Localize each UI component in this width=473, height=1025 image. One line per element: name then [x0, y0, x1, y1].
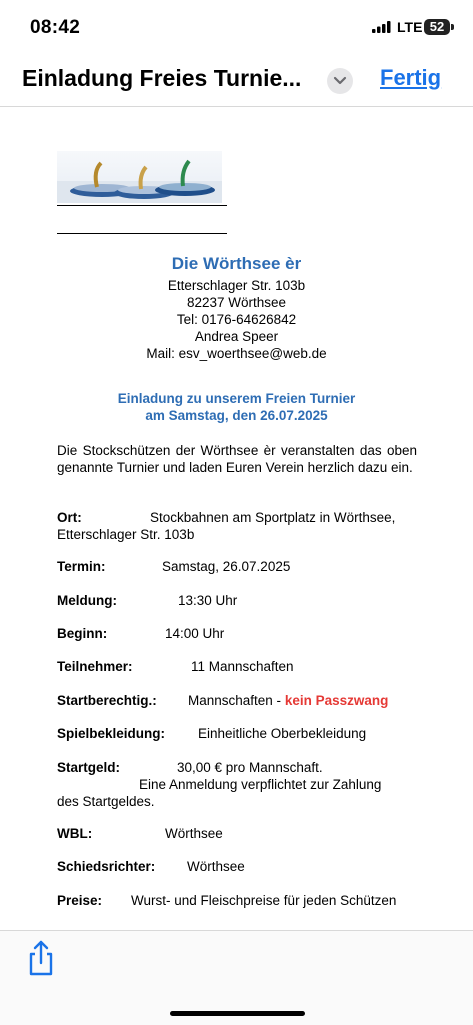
- done-button[interactable]: Fertig: [380, 65, 442, 90]
- club-name: Die Wörthsee èr: [171, 254, 302, 273]
- bottom-toolbar: [0, 930, 473, 1025]
- document-view[interactable]: [0, 107, 473, 930]
- home-indicator[interactable]: [170, 1011, 305, 1016]
- field-value-ort: Stockbahnen am Sportplatz in Wörthsee,: [150, 510, 396, 525]
- email-line: Mail: esv_woerthsee@web.de: [146, 346, 327, 361]
- invitation-date: am Samstag, den 26.07.2025: [145, 408, 328, 423]
- status-time: 08:42: [30, 17, 81, 38]
- field-value-beginn: 14:00 Uhr: [165, 626, 225, 641]
- field-label-preise: Preise:: [57, 893, 103, 908]
- no-passport-note: kein Passzwang: [284, 693, 389, 708]
- field-label-beginn: Beginn:: [57, 626, 108, 641]
- start-value-text: Mannschaften -: [188, 693, 282, 708]
- field-value-startgeld-2: Eine Anmeldung verpflichtet zur Zahlung: [139, 777, 382, 792]
- curling-stones-image: [57, 151, 222, 203]
- field-label-meldung: Meldung:: [57, 593, 117, 608]
- divider-line: [57, 205, 227, 206]
- contact-name: Andrea Speer: [194, 329, 279, 344]
- divider-line: [57, 233, 227, 234]
- document-title: Einladung Freies Turnie...: [22, 65, 302, 91]
- battery-tip: [451, 24, 454, 30]
- field-value-wbl: Wörthsee: [165, 826, 223, 841]
- field-label-startberechtigung: Startberechtig.:: [57, 693, 157, 708]
- chevron-down-icon: [333, 76, 347, 86]
- field-label-teilnehmer: Teilnehmer:: [57, 659, 133, 674]
- phone-line: Tel: 0176-64626842: [176, 312, 297, 327]
- field-label-startgeld: Startgeld:: [57, 760, 121, 775]
- field-label-schiedsrichter: Schiedsrichter:: [57, 859, 156, 874]
- field-value-preise: Wurst- und Fleischpreise für jeden Schützen: [131, 893, 397, 908]
- field-value-termin: Samstag, 26.07.2025: [162, 559, 291, 574]
- share-button[interactable]: [26, 939, 56, 977]
- field-value-startgeld: 30,00 € pro Mannschaft.: [177, 760, 323, 775]
- field-value-spielbekleidung: Einheitliche Oberbekleidung: [198, 726, 367, 741]
- field-label-termin: Termin:: [57, 559, 106, 574]
- network-type: LTE: [397, 19, 423, 35]
- signal-icon: [372, 21, 392, 33]
- field-value-schiedsrichter: Wörthsee: [187, 859, 245, 874]
- status-bar: [0, 0, 473, 56]
- field-value-meldung: 13:30 Uhr: [178, 593, 238, 608]
- field-value-startberechtigung: [188, 693, 388, 708]
- share-icon: [26, 939, 56, 977]
- field-value-teilnehmer: 11 Mannschaften: [191, 659, 294, 674]
- field-label-spielbekleidung: Spielbekleidung:: [57, 726, 166, 741]
- invitation-heading: Einladung zu unserem Freien Turnier: [117, 391, 356, 406]
- address-line: Etterschlager Str. 103b: [167, 278, 306, 293]
- field-label-wbl: WBL:: [57, 826, 93, 841]
- field-label-ort: Ort:: [57, 510, 82, 525]
- battery-icon: 52: [424, 19, 450, 35]
- nav-bar: [0, 56, 473, 107]
- intro-paragraph: Die Stockschützen der Wörthsee èr veranstalten das oben genannte Turnier und laden Euren Verein herzlich dazu ein.: [57, 443, 417, 475]
- title-menu-button[interactable]: [327, 68, 353, 94]
- field-value-startgeld-3: des Startgeldes.: [57, 794, 155, 809]
- address-line: 82237 Wörthsee: [186, 295, 287, 310]
- field-value-ort-2: Etterschlager Str. 103b: [57, 527, 195, 542]
